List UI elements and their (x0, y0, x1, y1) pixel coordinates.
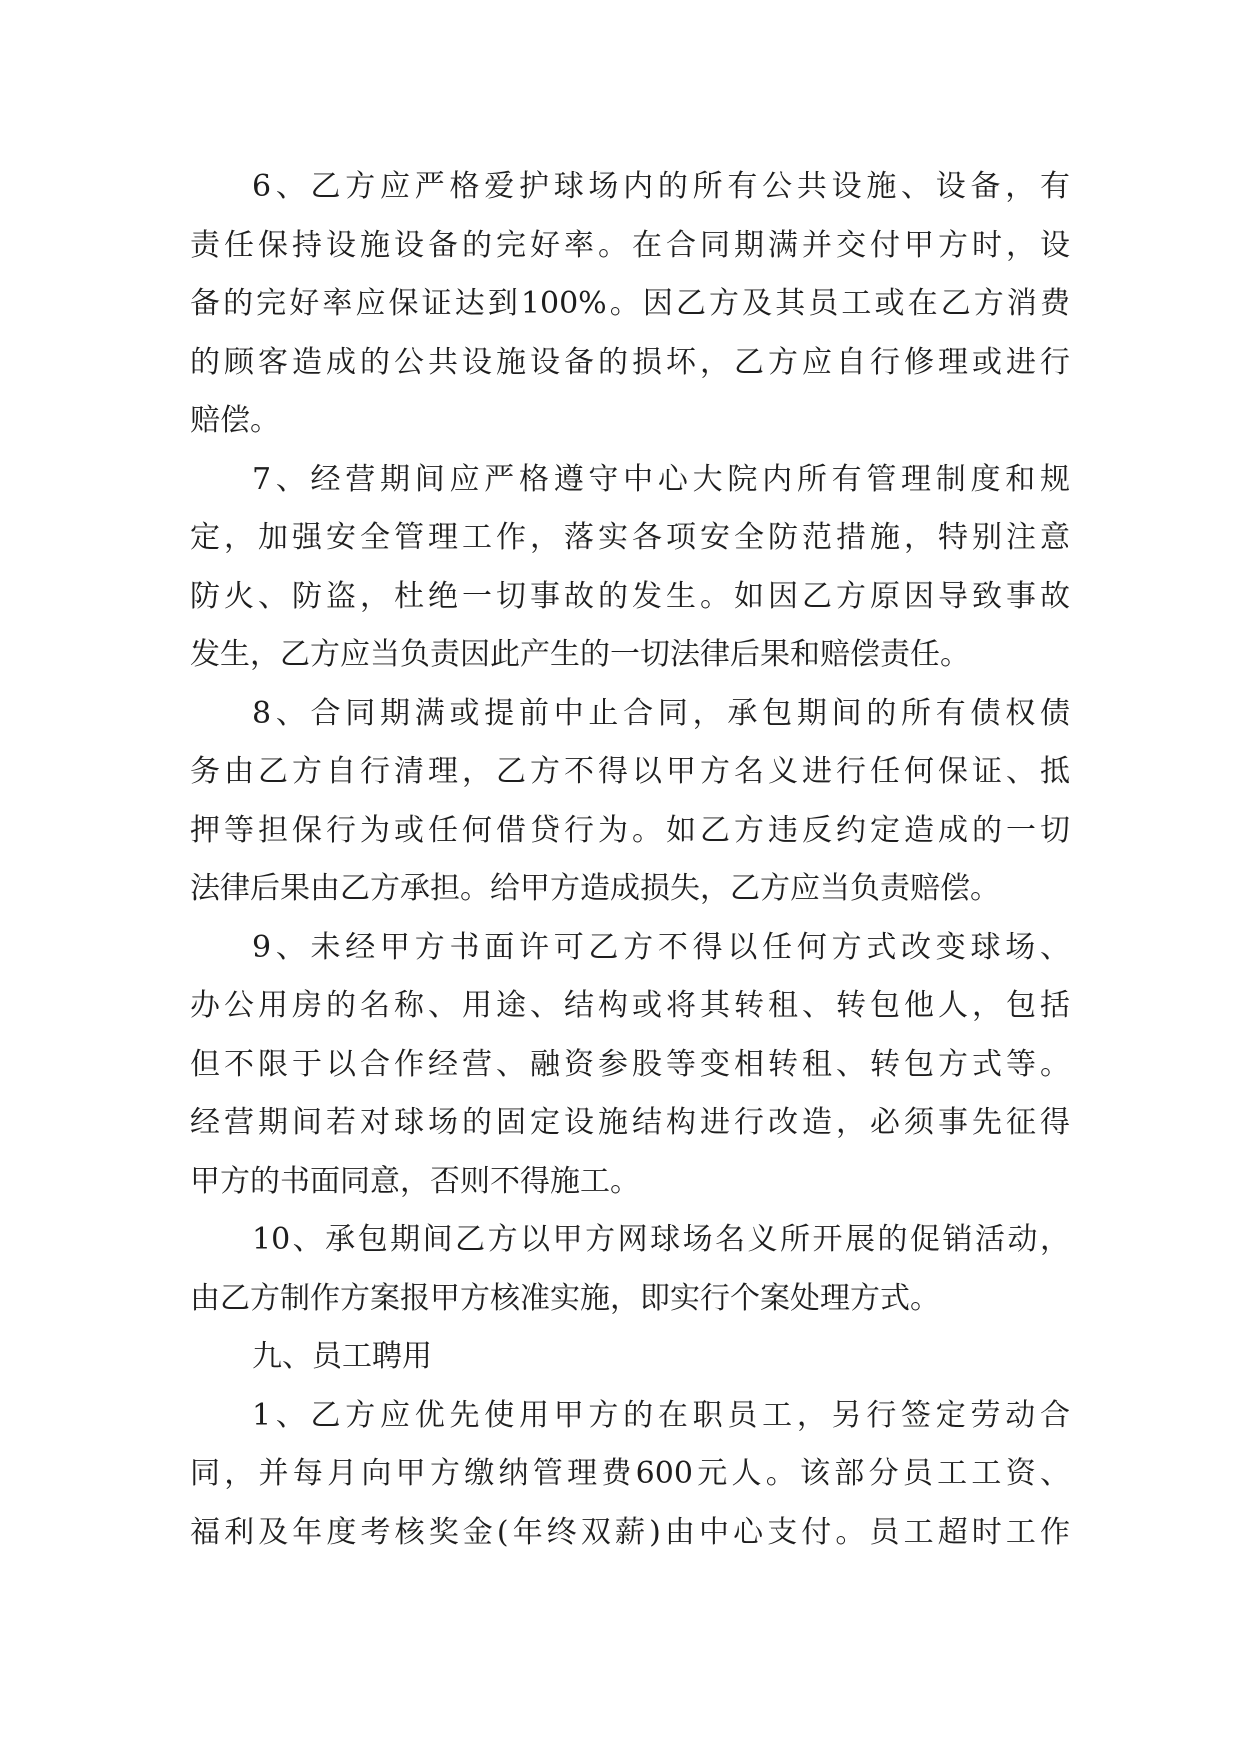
paragraph-line: 经营期间若对球场的固定设施结构进行改造，必须事先征得 (190, 1105, 1070, 1140)
paragraph-line: 务由乙方自行清理，乙方不得以甲方名义进行任何保证、抵 (190, 754, 1070, 789)
paragraph-line: 9、未经甲方书面许可乙方不得以任何方式改变球场、 (252, 929, 1070, 965)
paragraph-line: 防火、防盗，杜绝一切事故的发生。如因乙方原因导致事故 (190, 578, 1070, 614)
paragraph-line: 10、承包期间乙方以甲方网球场名义所开展的促销活动， (252, 1222, 1070, 1257)
section-heading-text: 九、员工聘用 (252, 1339, 432, 1374)
document-body (190, 158, 1070, 1562)
paragraph-line: 法律后果由乙方承担。给甲方造成损失，乙方应当负责赔偿。 (190, 871, 1000, 906)
paragraph-line: 1、乙方应优先使用甲方的在职员工，另行签定劳动合 (252, 1397, 1070, 1433)
paragraph-clause-10 (190, 1211, 1070, 1328)
section-heading (190, 1328, 1070, 1387)
paragraph-line: 办公用房的名称、用途、结构或将其转租、转包他人，包括 (190, 988, 1070, 1023)
paragraph-line: 的顾客造成的公共设施设备的损坏，乙方应自行修理或进行 (190, 344, 1070, 380)
paragraph-clause-8 (190, 685, 1070, 919)
paragraph-line: 8、合同期满或提前中止合同，承包期间的所有债权债 (252, 695, 1070, 731)
paragraph-line: 6、乙方应严格爱护球场内的所有公共设施、设备，有 (252, 169, 1070, 204)
paragraph-line: 同，并每月向甲方缴纳管理费600元人。该部分员工工资、 (190, 1456, 1070, 1491)
paragraph-line: 甲方的书面同意，否则不得施工。 (190, 1163, 640, 1199)
paragraph-line: 赔偿。 (190, 403, 280, 438)
paragraph-clause-7 (190, 451, 1070, 685)
paragraph-line: 备的完好率应保证达到100%。因乙方及其员工或在乙方消费 (190, 286, 1070, 321)
paragraph-line: 由乙方制作方案报甲方核准实施，即实行个案处理方式。 (190, 1280, 940, 1316)
paragraph-clause-9 (190, 919, 1070, 1212)
paragraph-line: 定，加强安全管理工作，落实各项安全防范措施，特别注意 (190, 520, 1070, 555)
paragraph-employment-clause-1 (190, 1387, 1070, 1563)
paragraph-line: 但不限于以合作经营、融资参股等变相转租、转包方式等。 (190, 1046, 1070, 1082)
paragraph-line: 发生，乙方应当负责因此产生的一切法律后果和赔偿责任。 (190, 637, 970, 672)
paragraph-clause-6 (190, 158, 1070, 451)
paragraph-line: 责任保持设施设备的完好率。在合同期满并交付甲方时，设 (190, 227, 1070, 263)
paragraph-line: 7、经营期间应严格遵守中心大院内所有管理制度和规 (252, 461, 1070, 497)
paragraph-line: 押等担保行为或任何借贷行为。如乙方违反约定造成的一切 (190, 812, 1070, 848)
paragraph-line: 福利及年度考核奖金(年终双薪)由中心支付。员工超时工作 (190, 1514, 1070, 1550)
